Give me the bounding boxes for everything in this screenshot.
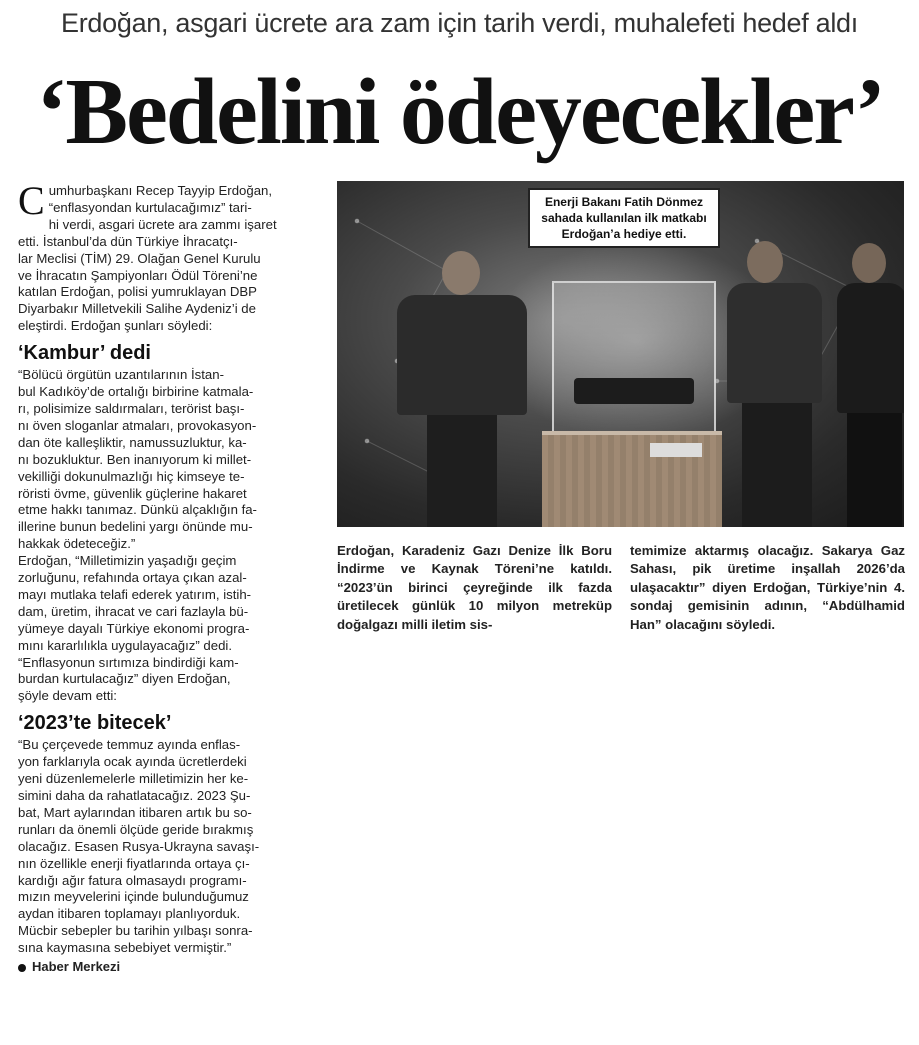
text-line: “Bu çerçevede temmuz ayında enflas- — [18, 737, 241, 753]
section-kambur-text — [18, 367, 310, 705]
text-line: etme hakkı tanımaz. Dünkü alçaklığın fa- — [18, 502, 257, 518]
text-line: etti. İstanbul’da dün Türkiye İhracatçı- — [18, 233, 238, 249]
text-line: “Enflasyonun sırtımıza bindirdiği kam- — [18, 654, 239, 670]
text-line: kardığı ağır fatura olmasaydı programı- — [18, 872, 247, 888]
text-line: “enflasyondan kurtulacağımız” tari- — [48, 199, 252, 215]
text-line: aydan itibaren toplamayı planlıyorduk. — [18, 906, 241, 922]
text-line: lar Meclisi (TİM) 29. Olağan Genel Kurulu — [18, 250, 261, 266]
drill-bit — [574, 378, 694, 404]
photo-caption-box: Enerji Bakanı Fatih Dönmez sahada kullanılan ilk matkabı Erdoğan’a hediye etti. — [528, 188, 720, 248]
section-2023-text — [18, 737, 310, 957]
subhead-kambur: ‘Kambur’ dedi — [18, 342, 151, 365]
text-line: olacağız. Esasen Rusya-Ukrayna savaşı- — [18, 838, 260, 854]
lead-text — [18, 178, 310, 335]
text-line: burdan kurtulacağız” diyen Erdoğan, — [18, 671, 231, 687]
text-line: bul Kadıköy’de ortalığı birbirine katmala- — [18, 384, 254, 400]
photo-caption-col2: temimize aktarmış olacağız. Sakarya Gaz Sahası, pik üretime inşallah 2026’da ulaşacaktır” diyen Erdoğan, Türkiye’nin 4. sondaj gemisinin adının, “Abdülhamid Han” olacağını söyledi. — [630, 543, 905, 632]
text-line: katılan Erdoğan, polisi yumruklayan DBP — [18, 284, 257, 300]
text-line: umhurbaşkanı Recep Tayyip Erdoğan, — [48, 183, 273, 198]
text-line: mını kararlılıkla uygulayacağız” dedi. — [18, 637, 233, 653]
text-line: sına kaymasına sebebiyet vermiştir.” — [18, 940, 232, 956]
text-line: Mücbir sebepler bu tarihin yılbaşı sonra- — [18, 923, 253, 939]
text-line: nı bozukluktur. Ben inanıyorum ki millet- — [18, 451, 252, 467]
glass-display-case — [552, 281, 716, 435]
text-line: mayı mutlaka telafi ederek yatırım, istih- — [18, 586, 252, 602]
article-body — [18, 178, 310, 976]
text-line: rı, polisimize saldırmaları, terörist başı- — [18, 400, 245, 416]
text-line: yon farklarıyla ocak ayında ücretlerdeki — [18, 754, 247, 770]
text-line: “Bölücü örgütün uzantılarının İstan- — [18, 367, 224, 383]
text-line: vekilliği dokunulmazlığı hiç kimseye te- — [18, 468, 245, 484]
text-line: Diyarbakır Milletvekili Salihe Aydeniz’i de — [18, 301, 256, 317]
text-line: ve İhracatın Şampiyonları Ödül Töreni’ne — [18, 267, 258, 283]
text-line: yümeye dayalı Türkiye ekonomi progra- — [18, 620, 250, 636]
text-line: dan öte kalleşliktir, namussuzluktur, ka- — [18, 434, 247, 450]
text-line: runları da önemli ölçüde geride bırakmış — [18, 821, 254, 837]
lead-paragraph — [18, 178, 310, 335]
text-line: simini daha da rahatlatacağız. 2023 Şu- — [18, 788, 251, 803]
photo-caption-col1: Erdoğan, Karadeniz Gazı Denize İlk Boru İndirme ve Kaynak Töreni’ne katıldı. “2023’ün birinci çeyreğinde ilk fazda üretilecek günlük 10 milyon metreküp doğalgazı milli iletim sis- — [337, 543, 612, 632]
dropcap: C — [18, 178, 45, 223]
text-line: zorluğunu, refahında ortaya çıkan azal- — [18, 570, 247, 586]
text-line: şöyle devam etti: — [18, 688, 117, 704]
text-line: nın özellikle enerji fiyatlarında ortaya çı- — [18, 855, 250, 871]
text-line: eleştirdi. Erdoğan şunları söyledi: — [18, 318, 213, 334]
byline-text: Haber Merkezi — [32, 959, 121, 975]
plaque — [650, 443, 702, 457]
text-line: hakkak ödeteceğiz.” — [18, 536, 136, 552]
text-line: Erdoğan, “Milletimizin yaşadığı geçim — [18, 553, 237, 569]
text-line: nı öven sloganlar atmaları, provokasyon- — [18, 417, 257, 433]
text-line: dam, üretim, ihracat ve cari fazlayla bü- — [18, 603, 249, 619]
byline — [18, 959, 310, 976]
text-line: röristi övme, güvenlik güçlerine hakaret — [18, 485, 247, 501]
text-line: hi verdi, asgari ücrete ara zammı işaret — [48, 216, 277, 232]
kicker: Erdoğan, asgari ücrete ara zam için tarih verdi, muhalefeti hedef aldı — [61, 8, 858, 38]
wooden-pedestal — [542, 431, 722, 527]
text-line: bat, Mart aylarından itibaren artık bu so- — [18, 804, 252, 820]
headline: ‘Bedelini ödeyecekler’ — [36, 60, 884, 164]
news-photo — [337, 181, 904, 527]
text-line: mızın meyvelerini içinde bulunduğumuz — [18, 889, 249, 905]
text-line: yeni düzenlemelerle milletimizin her ke- — [18, 771, 249, 787]
text-line: illerine bunun bedelini yargı önünde mu- — [18, 519, 253, 535]
bullet-icon — [18, 964, 26, 972]
subhead-2023: ‘2023’te bitecek’ — [18, 712, 172, 735]
